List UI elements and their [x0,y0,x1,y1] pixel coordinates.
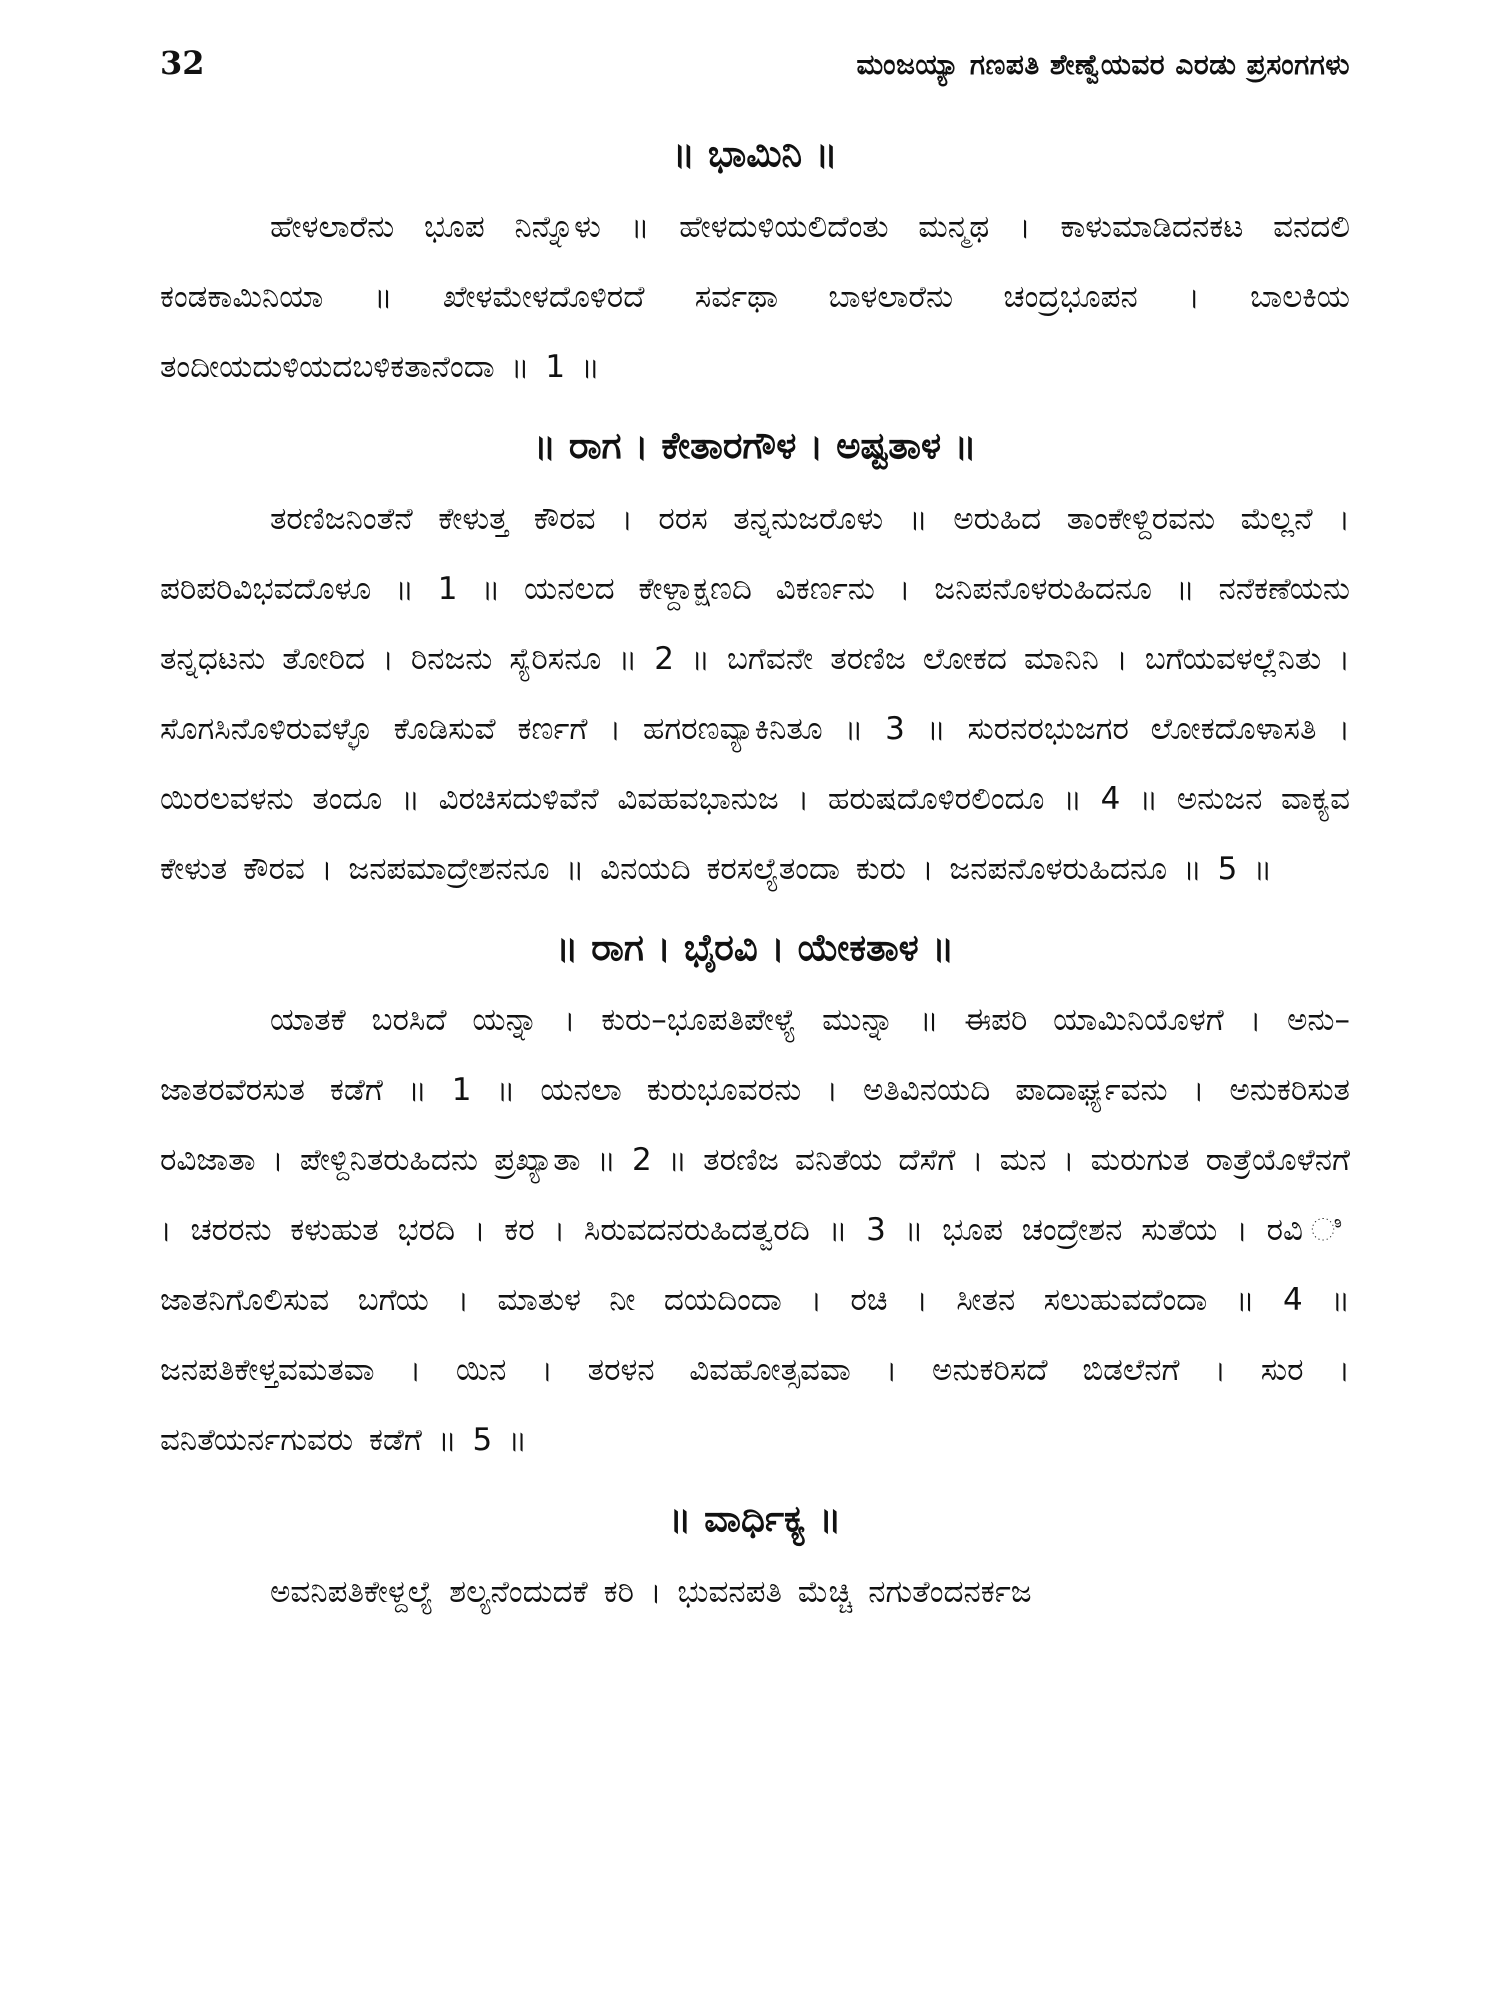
verse-bhamini: ಹೇಳಲಾರೆನು ಭೂಪ ನಿನ್ನೊಳು ॥ ಹೇಳದುಳಿಯಲಿದೆಂತು ಮನ್ಮಥ । ಕಾಳುಮಾಡಿದನಕಟ ವನದಲಿ ಕಂಡಕಾಮಿನಿಯಾ ॥ ಖೇಳಮೇಳದೊಳಿರದೆ ಸರ್ವಥಾ ಬಾಳಲಾರೆನು ಚಂದ್ರಭೂಪನ । ಬಾಲಕಿಯ ತಂದೀಯದುಳಿಯದಬಳಿಕತಾನೆಂದಾ ॥ 1 ॥ [160,208,1350,385]
verse-ketaragaula: ತರಣಿಜನಿಂತೆನೆ ಕೇಳುತ್ತ ಕೌರವ । ರರಸ ತನ್ನನುಜರೊಳು ॥ ಅರುಹಿದ ತಾಂಕೇಳ್ದಿರವನು ಮೆಲ್ಲನೆ । ಪರಿಪರಿವಿಭವದೊಳೂ ॥ 1 ॥ ಯನಲದ ಕೇಳ್ದಾಕ್ಷಣದಿ ವಿಕರ್ಣನು । ಜನಿಪನೊಳರುಹಿದನೂ ॥ ನನೆಕಣೆಯನು ತನ್ನಧಟನು ತೋರಿದ । ರಿನಜನು ಸ್ಯೆರಿಸನೂ ॥ 2 ॥ ಬಗೆವನೇ ತರಣಿಜ ಲೋಕದ ಮಾನಿನಿ । ಬಗೆಯವಳಲ್ಲೆನಿತು । ಸೊಗಸಿನೊಳಿರುವಳ್ಳೊ ಕೊಡಿಸುವೆ ಕರ್ಣಗೆ । ಹಗರಣವ್ಯಾಕಿನಿತೂ ॥ 3 ॥ ಸುರನರಭುಜಗರ ಲೋಕದೊಳಾಸತಿ । ಯಿರಲವಳನು ತಂದೂ ॥ ವಿರಚಿಸದುಳಿವೆನೆ ವಿವಹವಭಾನುಜ । ಹರುಷದೊಳಿರಲಿಂದೂ ॥ 4 ॥ ಅನುಜನ ವಾಕ್ಯವ ಕೇಳುತ ಕೌರವ । ಜನಪಮಾದ್ರೇಶನನೂ ॥ ವಿನಯದಿ ಕರಸಲ್ಯೆತಂದಾ ಕುರು । ಜನಪನೊಳರುಹಿದನೂ ॥ 5 ॥ [160,500,1350,887]
page-number: 32 [160,44,205,82]
running-title: ಮಂಜಯ್ಯಾ ಗಣಪತಿ ಶೇಣ್ವೆಯವರ ಎರಡು ಪ್ರಸಂಗಗಳು [856,48,1350,81]
section-heading-vardhikya: ॥ ವಾರ್ಧಿಕ್ಯ ॥ [668,1497,842,1541]
section-heading-bhamini: ॥ ಭಾಮಿನಿ ॥ [672,132,838,175]
verse-vardhikya: ಅವನಿಪತಿಕೇಳ್ದಲ್ಯೆ ಶಲ್ಯನೆಂದುದಕೆ ಕರಿ । ಭುವನಪತಿ ಮೆಚ್ಚಿ ನಗುತೆಂದನರ್ಕಜ [270,1574,1032,1611]
verse-bhairavi: ಯಾತಕೆ ಬರಸಿದೆ ಯನ್ನಾ । ಕುರು–ಭೂಪತಿಪೇಳ್ಯೆ ಮುನ್ನಾ ॥ ಈಪರಿ ಯಾಮಿನಿಯೊಳಗೆ । ಅನು–ಜಾತರವೆರಸುತ ಕಡೆಗೆ ॥ 1 ॥ ಯನಲಾ ಕುರುಭೂವರನು । ಅತಿವಿನಯದಿ ಪಾದಾರ್ಘ್ಯವನು । ಅನುಕರಿಸುತ ರವಿಜಾತಾ । ಪೇಳ್ದಿನಿತರುಹಿದನು ಪ್ರಖ್ಯಾತಾ ॥ 2 ॥ ತರಣಿಜ ವನಿತೆಯ ದೆಸೆಗೆ । ಮನ । ಮರುಗುತ ರಾತ್ರೆಯೊಳೆನಗೆ । ಚರರನು ಕಳುಹುತ ಭರದಿ । ಕರ । ಸಿರುವದನರುಹಿದತ್ವರದಿ ॥ 3 ॥ ಭೂಪ ಚಂದ್ರೇಶನ ಸುತೆಯ । ರವಿ ಿ ಜಾತನಿಗೊಲಿಸುವ ಬಗೆಯ । ಮಾತುಳ ನೀ ದಯದಿಂದಾ । ರಚಿ । ಸೀತನ ಸಲುಹುವದೆಂದಾ ॥ 4 ॥ ಜನಪತಿಕೇಳ್ತವಮತವಾ । ಯಿನ । ತರಳನ ವಿವಹೋತ್ಸವವಾ । ಅನುಕರಿಸದೆ ಬಿಡಲೆನಗೆ । ಸುರ । ವನಿತೆಯರ್ನಗುವರು ಕಡೆಗೆ ॥ 5 ॥ [160,1002,1350,1459]
page-header [160,44,1350,82]
section-heading-bhairavi: ॥ ರಾಗ । ಭೈರವಿ । ಯೇಕತಾಳ ॥ [555,925,955,969]
section-heading-ketaragaula: ॥ ರಾಗ । ಕೇತಾರಗೌಳ । ಅಷ್ಟತಾಳ ॥ [533,423,977,467]
page-body [160,110,1350,1641]
